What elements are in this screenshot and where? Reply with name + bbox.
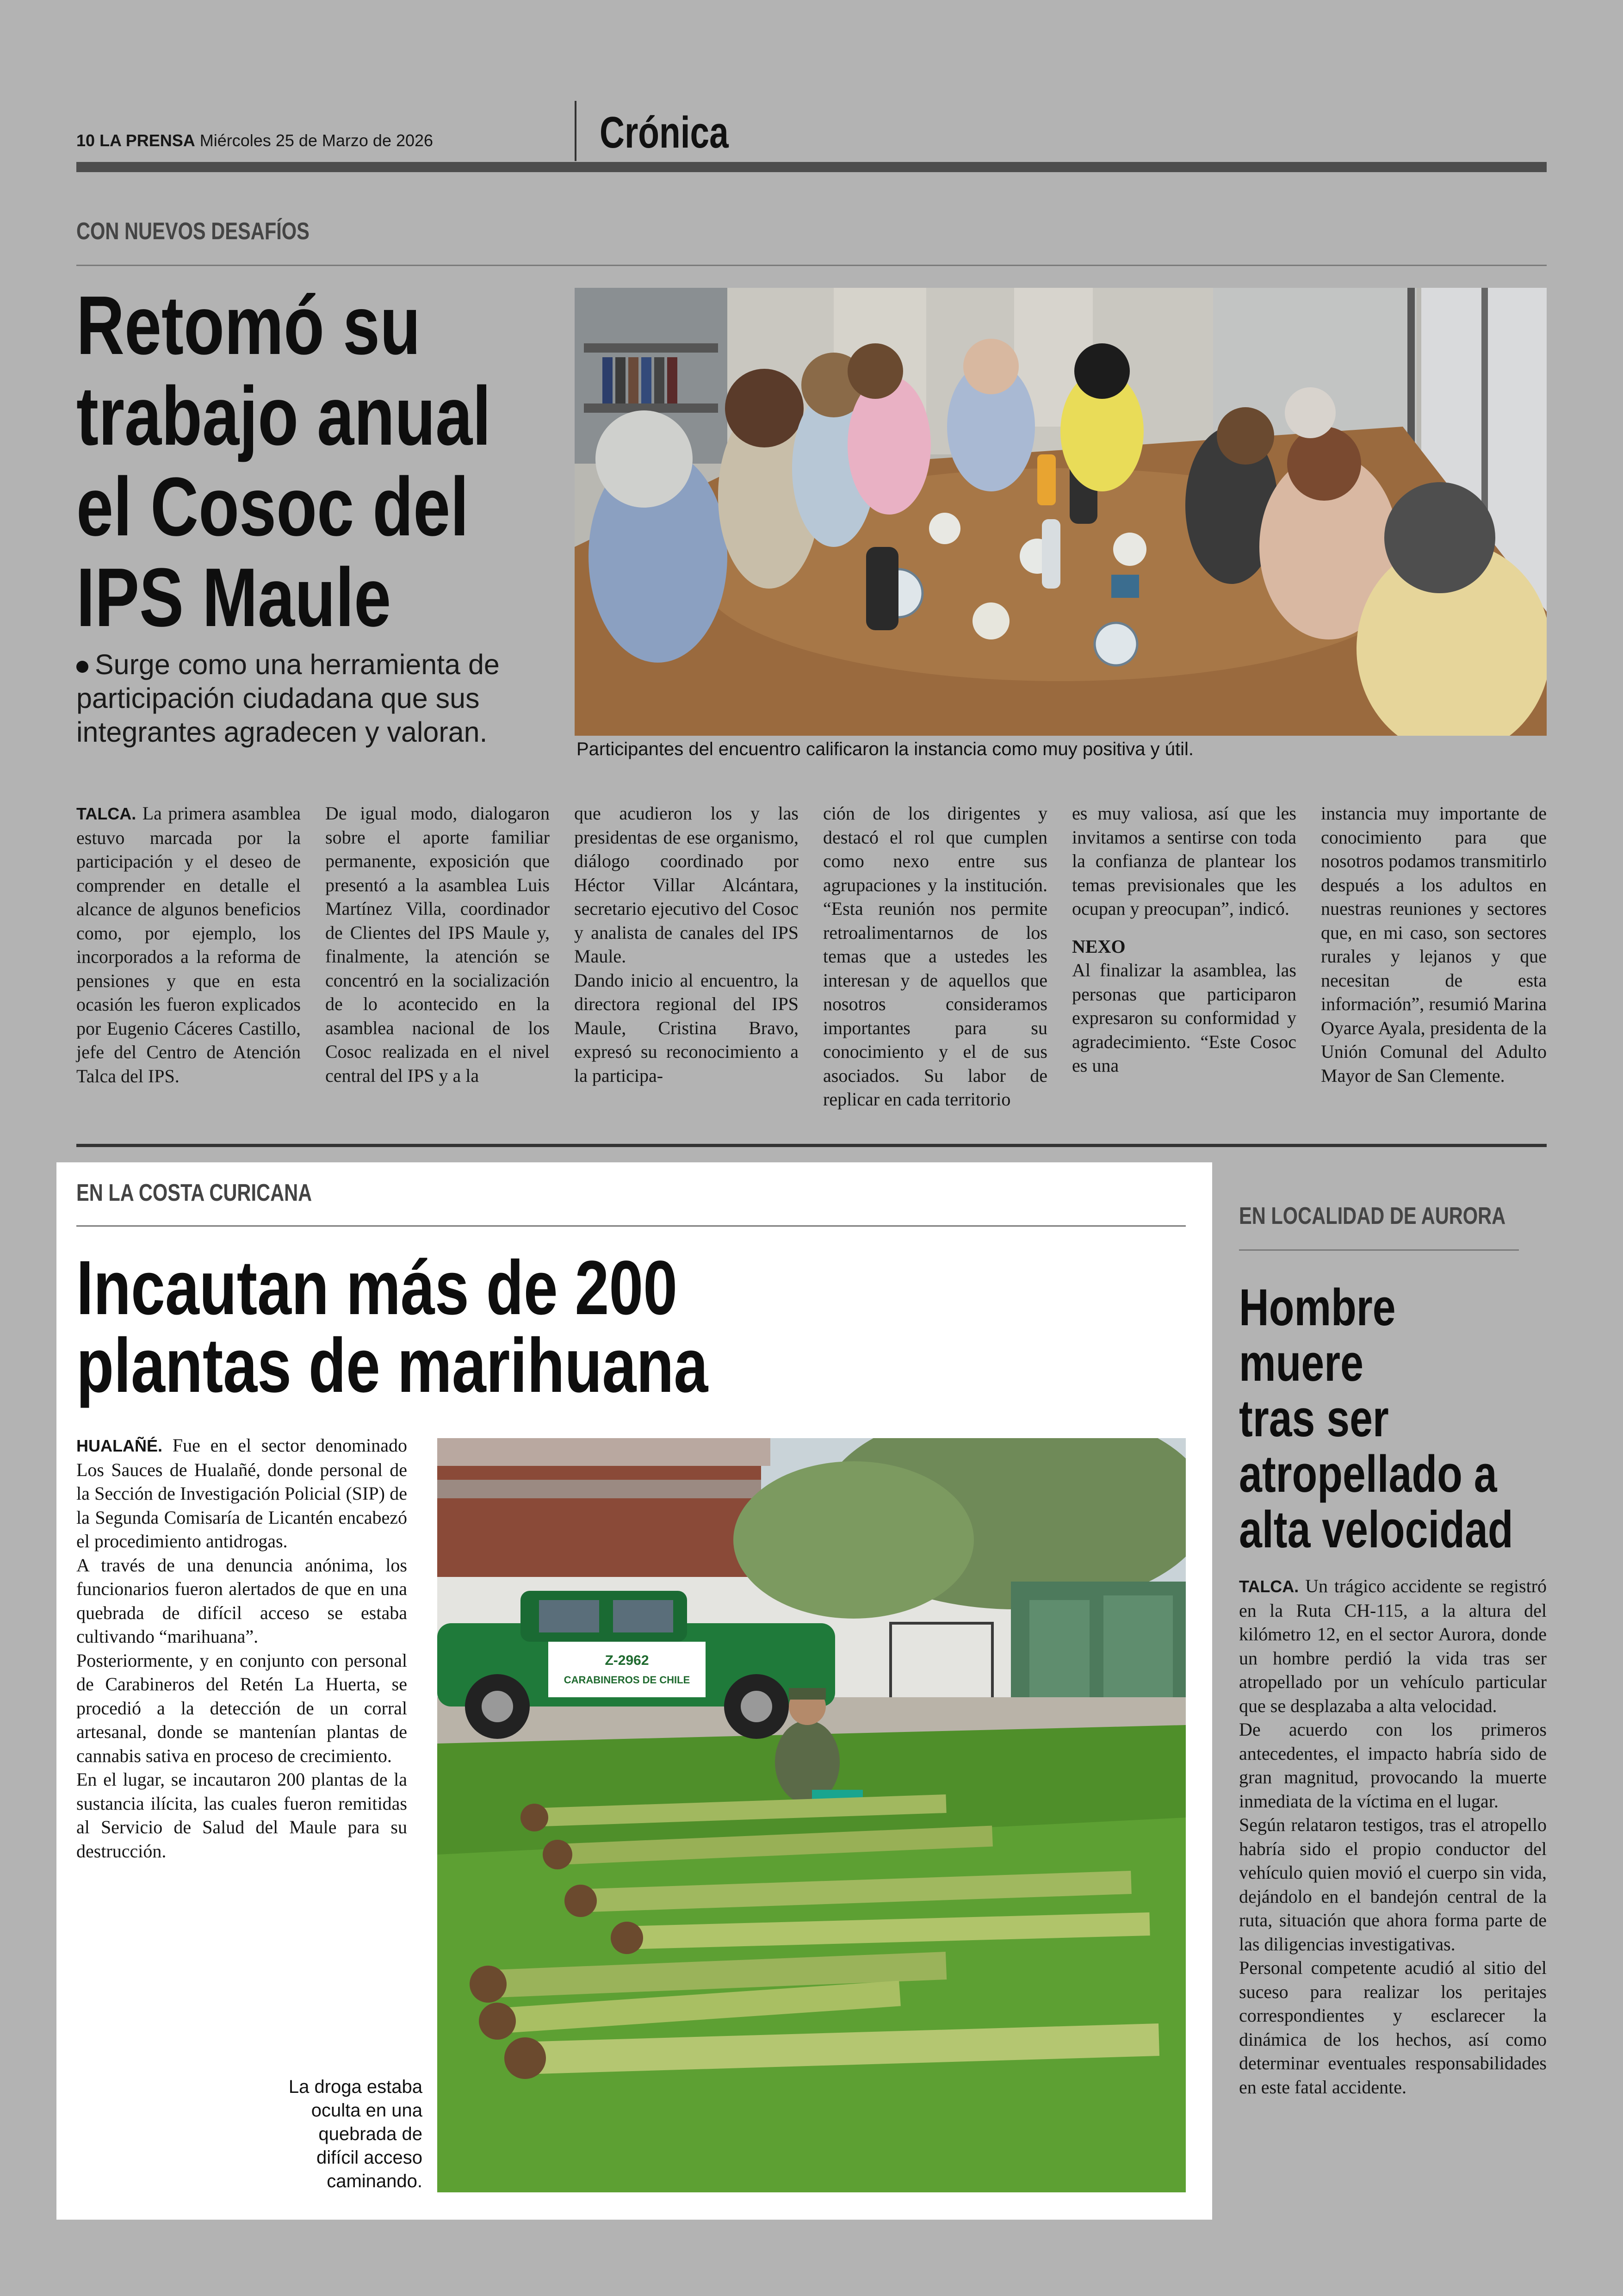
dateline: TALCA. <box>1239 1577 1299 1596</box>
body-text: La primera asamblea estuvo marcada por la participación y el deseo de comprender en detalle el alcance de algunos beneficios como, por ejemplo, los incorporados a la reforma de pensiones y que en esta ocasión les fueron explicados por Eugenio Cáceres Castillo, jefe del Centro de Atención Talca del IPS. <box>76 803 301 1086</box>
headline-line: muere <box>1239 1334 1363 1392</box>
meeting-photo <box>575 288 1547 736</box>
page-number: 10 <box>76 131 95 150</box>
main-col-4 <box>823 801 1047 1111</box>
body-text: Dando inicio al encuentro, la directora regional del IPS Maule, Cristina Bravo, expresó su reconocimiento a la participa- <box>574 969 799 1086</box>
main-col-2 <box>325 801 550 1087</box>
caption-line: oculta en una <box>311 2100 422 2121</box>
caption-line: La droga estaba <box>288 2077 422 2097</box>
body-text: instancia muy importante de conocimiento para que nosotros podamos transmitirlo después a los adultos en nuestras reuniones y sectores que, en mi caso, son sectores rurales y lejanos y que necesitan de esta información”, resumió Marina Oyarce Ayala, presidenta de la Unión Comunal del Adulto Mayor de San Clemente. <box>1321 803 1547 1086</box>
main-col-1 <box>76 801 301 1088</box>
subhead: NEXO <box>1072 936 1126 957</box>
accident-body <box>1239 1574 1547 2099</box>
caption-line: quebrada de <box>318 2124 422 2144</box>
headline-line: trabajo anual <box>76 370 491 463</box>
headline-line: plantas de marihuana <box>76 1323 708 1409</box>
body-text: Posteriormente, y en conjunto con personal de Carabineros del Retén La Huerta, se procedió a la detección de un corral artesanal, donde se mantenían plantas de cannabis sativa en proceso de crecimiento. <box>76 1650 407 1766</box>
drug-photo-caption <box>241 2075 422 2193</box>
body-text: Personal competente acudió al sitio del suceso para realizar los peritajes correspondientes y esclarecer la dinámica de los hechos, así como determinar eventuales responsabilidades en este fatal accidente. <box>1239 1957 1547 2097</box>
raid-photo-illustration <box>437 1438 1186 2192</box>
headline-line: IPS Maule <box>76 551 391 644</box>
section-separator <box>76 1144 1547 1147</box>
body-text: Un trágico accidente se registró en la Ruta CH-115, a la altura del kilómetro 12, en el sector Aurora, donde un hombre perdió la vida tras ser atropellado por un vehículo particular que se desplazaba a alta velocidad. <box>1239 1576 1547 1716</box>
header-divider <box>575 101 576 161</box>
drug-kicker: EN LA COSTA CURICANA <box>76 1179 312 1206</box>
deck-text: Surge como una herramienta de participación ciudadana que sus integrantes agradecen y valoran. <box>76 649 500 748</box>
caption-line: difícil acceso <box>316 2147 422 2168</box>
body-text: es muy valiosa, así que les invitamos a sentirse con toda la confianza de plantear los temas previsionales que les ocupan y preocupan”, indicó. <box>1072 803 1296 919</box>
kicker-rule <box>76 265 1547 266</box>
body-text: De acuerdo con los primeros antecedentes, el impacto habría sido de gran magnitud, provocando la muerte inmediata de la víctima en el lugar. <box>1239 1719 1547 1812</box>
dateline: TALCA. <box>76 804 136 823</box>
headline-line: Incautan más de 200 <box>76 1245 678 1331</box>
headline-line: Retomó su <box>76 279 421 372</box>
body-text: De igual modo, dialogaron sobre el aporte familiar permanente, exposición que presentó a la asamblea Luis Martínez Villa, coordinador de Clientes del IPS Maule y, finalmente, la atención se concentró en la socialización de lo acontecido en la asamblea nacional de los Cosoc realizada en el nivel central del IPS y a la <box>325 803 550 1086</box>
header-rule <box>76 162 1547 172</box>
main-headline <box>76 280 491 643</box>
body-text: que acudieron los y las presidentas de ese organismo, diálogo coordinado por Héctor Villar Alcántara, secretario ejecutivo del Cosoc y analista de canales del IPS Maule. <box>574 803 799 967</box>
section-title: Crónica <box>600 108 729 157</box>
body-text: A través de una denuncia anónima, los funcionarios fueron alertados de que en una quebrada de difícil acceso se estaba cultivando “marihuana”. <box>76 1554 407 1647</box>
main-kicker: CON NUEVOS DESAFÍOS <box>76 218 310 245</box>
drug-body <box>76 1433 407 1863</box>
raid-photo <box>437 1438 1186 2192</box>
body-text: Al finalizar la asamblea, las personas que participaron expresaron su conformidad y agradecimiento. “Este Cosoc es una <box>1072 960 1296 1076</box>
headline-line: Hombre <box>1239 1278 1396 1336</box>
main-deck <box>76 648 530 749</box>
caption-line: caminando. <box>327 2171 422 2191</box>
truck-label: CARABINEROS DE CHILE <box>564 1674 690 1686</box>
body-text: Según relataron testigos, tras el atropello habría sido el propio conductor del vehículo quien movió el cuerpo sin vida, dejándolo en el bandejón central de la ruta, situación que ahora forma parte de las diligencias investigativas. <box>1239 1814 1547 1955</box>
kicker-rule <box>1239 1249 1519 1251</box>
main-col-6 <box>1321 801 1547 1087</box>
truck-number: Z-2962 <box>605 1653 649 1668</box>
kicker-rule <box>76 1225 1186 1227</box>
main-col-5 <box>1072 801 1296 1078</box>
body-text: En el lugar, se incautaron 200 plantas de la sustancia ilícita, las cuales fueron remitidas al Servicio de Salud del Maule para su destrucción. <box>76 1769 407 1862</box>
headline-line: atropellado a <box>1239 1445 1497 1503</box>
meeting-photo-illustration <box>575 288 1547 736</box>
accident-kicker: EN LOCALIDAD DE AURORA <box>1239 1203 1506 1229</box>
main-col-3 <box>574 801 799 1087</box>
issue-date: Miércoles 25 de Marzo de 2026 <box>199 131 434 150</box>
body-text: ción de los dirigentes y destacó el rol que cumplen como nexo entre sus agrupaciones y la institución. “Esta reunión nos permite retroalimentarnos de los temas que a ustedes les interesan y de aquellos que nosotros consideramos importantes para su conocimiento y el de sus asociados. Su labor de replicar en cada territorio <box>823 803 1047 1110</box>
paper-name: LA PRENSA <box>99 131 195 150</box>
dateline: HUALAÑÉ. <box>76 1436 162 1455</box>
body-text: Fue en el sector denominado Los Sauces de Hualañé, donde personal de la Sección de Investigación Policial (SIP) de la Segunda Comisaría de Licantén encabezó el procedimiento antidrogas. <box>76 1435 407 1551</box>
drug-headline <box>76 1245 708 1409</box>
accident-headline <box>1239 1280 1513 1558</box>
headline-line: el Cosoc del <box>76 460 469 553</box>
masthead-line <box>76 131 433 150</box>
bullet-dot-icon <box>76 661 88 673</box>
headline-line: tras ser <box>1239 1390 1389 1447</box>
headline-line: alta velocidad <box>1239 1501 1513 1558</box>
meeting-photo-caption: Participantes del encuentro calificaron la instancia como muy positiva y útil. <box>576 739 1194 759</box>
